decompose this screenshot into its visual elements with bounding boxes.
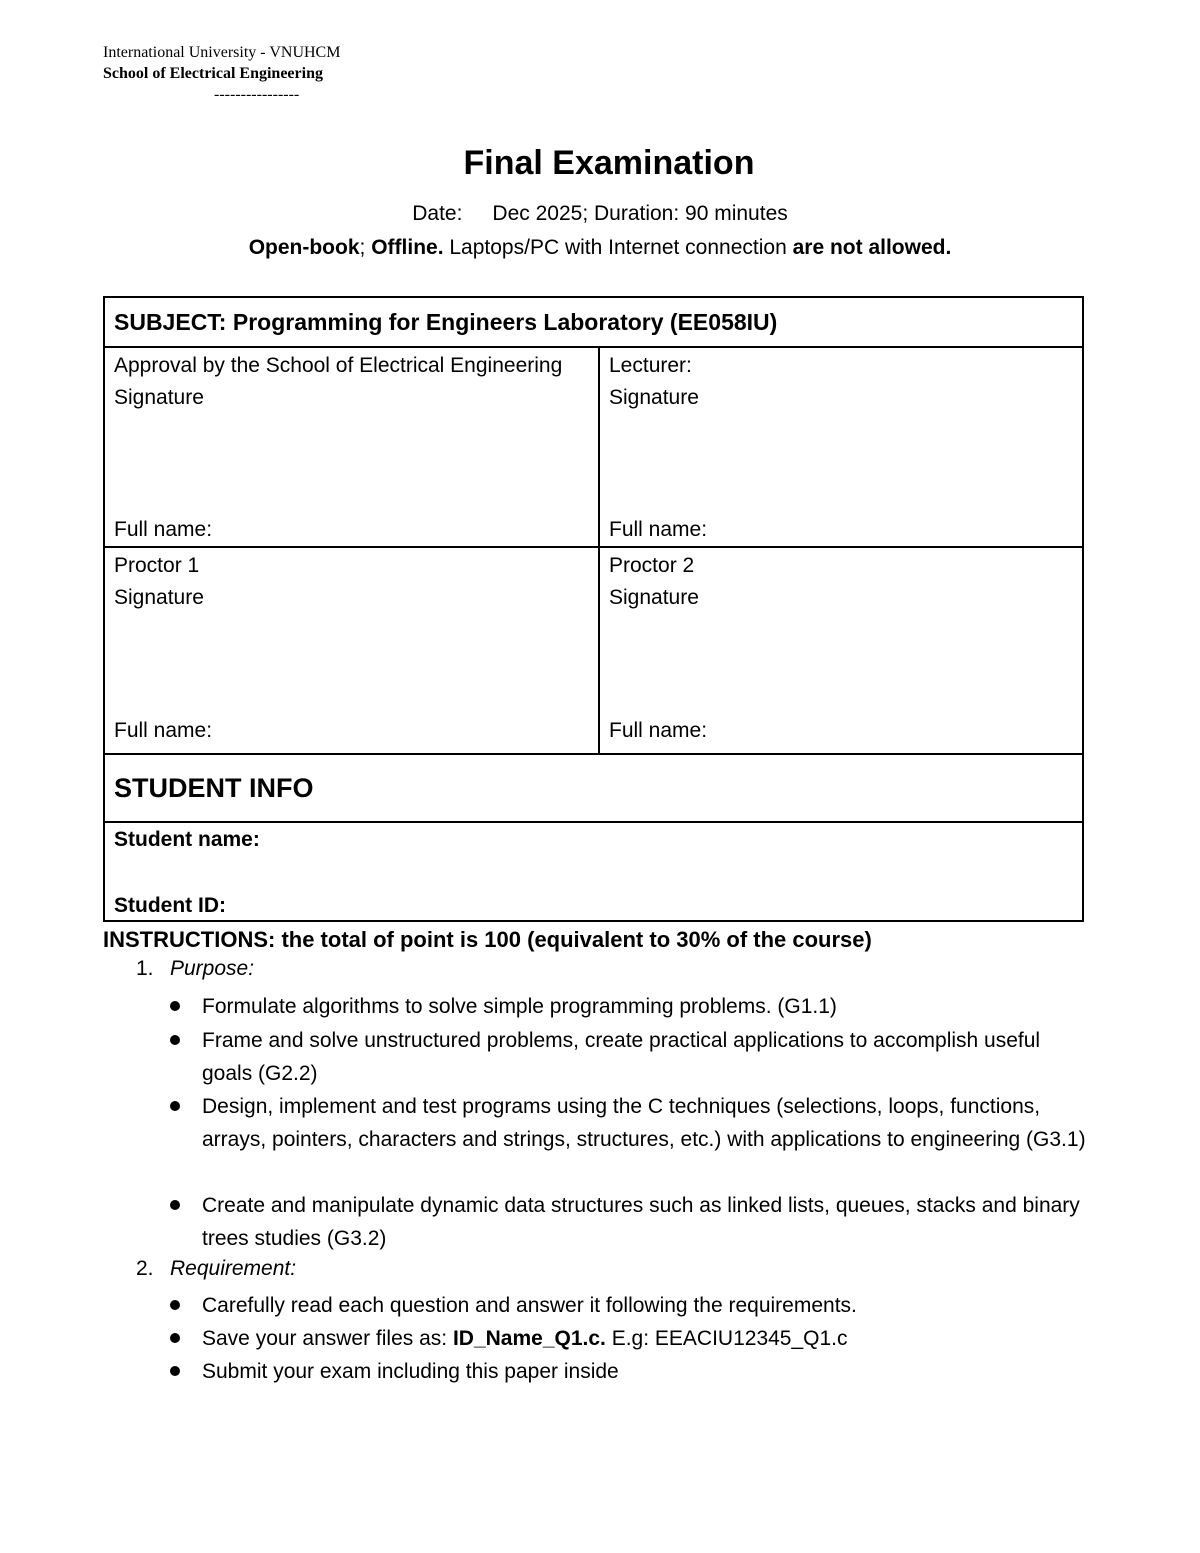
lecturer-fullname-label: Full name:: [609, 518, 708, 541]
student-name-label: Student name:: [114, 828, 260, 851]
table-divider: [105, 346, 1082, 348]
lecturer-title: Lecturer:: [609, 354, 692, 377]
requirement-item: Carefully read each question and answer it following the requirements.: [202, 1294, 857, 1317]
purpose-number: 1.: [136, 957, 154, 980]
rules-middle-text: Laptops/PC with Internet connection: [443, 236, 793, 259]
table-divider: [105, 821, 1082, 823]
bullet-icon: [170, 1366, 180, 1376]
bullet-icon: [170, 1035, 180, 1045]
university-name: International University - VNUHCM: [103, 44, 341, 61]
purpose-item: Design, implement and test programs using the C techniques (selections, loops, functions, arrays, pointers, characters and strings, structures, etc.) with applications to engineering (G3.1): [202, 1095, 1086, 1151]
bullet-icon: [170, 1200, 180, 1210]
proctor2-signature-label: Signature: [609, 586, 699, 609]
lecturer-signature-label: Signature: [609, 386, 699, 409]
exam-rules: [0, 234, 1200, 262]
approval-signature-label: Signature: [114, 386, 204, 409]
requirement-label: Requirement:: [170, 1257, 297, 1280]
requirement-item: [202, 1322, 1092, 1355]
exam-info-table: [103, 296, 1084, 922]
page-title: Final Examination: [463, 144, 755, 182]
header-separator: ----------------: [214, 86, 300, 103]
institution-header: [103, 42, 340, 105]
table-divider: [105, 546, 1082, 548]
rules-end-text: are not allowed.: [792, 236, 952, 259]
purpose-item: Create and manipulate dynamic data structures such as linked lists, queues, stacks and binary trees studies (G3.2): [202, 1194, 1080, 1250]
rules-separator: ;: [359, 236, 366, 259]
approval-fullname-label: Full name:: [114, 518, 213, 541]
bullet-icon: [170, 1333, 180, 1343]
student-info-heading: STUDENT INFO: [114, 773, 314, 803]
school-name: School of Electrical Engineering: [103, 65, 323, 82]
save-files-text: Save your answer files as:: [202, 1327, 453, 1350]
table-divider: [105, 753, 1082, 755]
approval-title: Approval by the School of Electrical Engineering: [114, 354, 563, 377]
purpose-item: Formulate algorithms to solve simple programming problems. (G1.1): [202, 995, 837, 1018]
column-divider: [598, 346, 600, 754]
purpose-item: Frame and solve unstructured problems, create practical applications to accomplish useful goals (G2.2): [202, 1029, 1041, 1085]
bullet-icon: [170, 1101, 180, 1111]
subject-title: SUBJECT: Programming for Engineers Laboratory (EE058IU): [114, 309, 778, 335]
requirement-number: 2.: [136, 1257, 154, 1280]
date-line: [0, 200, 1200, 228]
proctor2-fullname-label: Full name:: [609, 719, 708, 742]
bullet-icon: [170, 1300, 180, 1310]
requirement-item: Submit your exam including this paper inside: [202, 1360, 619, 1383]
student-id-label: Student ID:: [114, 894, 226, 917]
instructions-heading: INSTRUCTIONS: the total of point is 100 (equivalent to 30% of the course): [103, 927, 872, 952]
proctor2-title: Proctor 2: [609, 554, 695, 577]
date-value: Dec 2025; Duration: 90 minutes: [492, 202, 788, 225]
filename-example: E.g: EEACIU12345_Q1.c: [605, 1327, 848, 1350]
purpose-label: Purpose:: [170, 957, 255, 980]
date-label: Date:: [412, 202, 463, 225]
bullet-icon: [170, 1001, 180, 1011]
proctor1-title: Proctor 1: [114, 554, 200, 577]
proctor1-fullname-label: Full name:: [114, 719, 213, 742]
proctor1-signature-label: Signature: [114, 586, 204, 609]
open-book-text: Open-book: [248, 236, 360, 259]
filename-format: ID_Name_Q1.c.: [452, 1327, 606, 1350]
offline-text: Offline.: [371, 236, 444, 259]
